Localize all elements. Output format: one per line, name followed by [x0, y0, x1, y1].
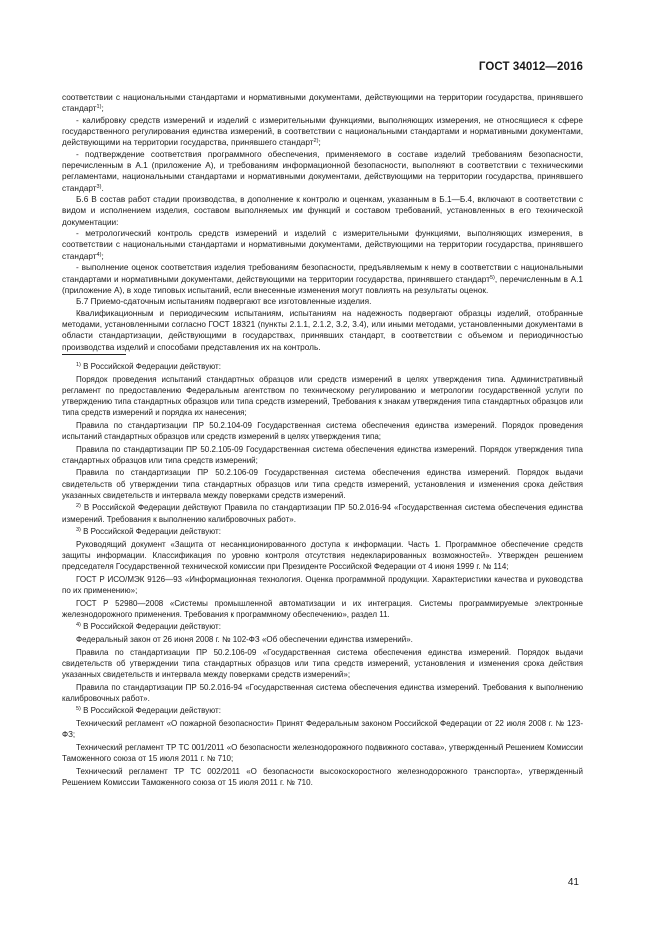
- main-text: [62, 92, 583, 353]
- footnote: $^{2)}$ В Российской Федерации действуют Правила по стандартизации ПР 50.2.016-94 «Государственная система обеспечения единства измерений. Требования к выполнению калибровочных работ».: [62, 503, 583, 524]
- footnote-ref: 3): [96, 183, 102, 190]
- footnote-ref: 1): [96, 104, 102, 111]
- footnote: Федеральный закон от 26 июня 2008 г. № 102-ФЗ «Об обеспечении единства измерений».: [76, 634, 413, 644]
- footnote: Руководящий документ «Защита от несанкционированного доступа к информации. Часть 1. Программное обеспечение средств защиты информации. Классификация по уровню контроля отсутствия недекларированных возможностей». Утвержден решением председателя Государственной технической комиссии при Президенте Российской Федерации от 4 июня 1999 г. № 114;: [62, 539, 583, 572]
- footnote: Технический регламент ТР ТС 002/2011 «О безопасности высокоскоростного железнодорожного транспорта», утвержденный Решением Комиссии Таможенного союза от 15 июля 2011 г. № 710.: [62, 766, 583, 787]
- document-code: ГОСТ 34012—2016: [478, 61, 583, 73]
- footnotes: [62, 361, 583, 789]
- paragraph: Б.7 Приемо-сдаточным испытаниям подвергают все изготовленные изделия.: [76, 297, 372, 307]
- paragraph: - подтверждение соответствия программного обеспечения, применяемого в составе изделий требованиям безопасности, перечисленным в А.1 (приложение А), и требованиям информационной безопасности, выполняют в соответствии с техническими регламентами, национальными стандартами и нормативными документами, действующими на территории государства, принявшего стандарт$^{3)}$.: [62, 149, 583, 193]
- footnote: Правила по стандартизации ПР 50.2.104-09 Государственная система обеспечения единства измерений. Порядок проведения испытаний стандартных образцов или средств измерений в целях утверждения типа;: [62, 420, 583, 441]
- paragraph: соответствии с национальными стандартами и нормативными документами, действующими на территории государства, принявшего стандарт$^{1)}$;: [62, 93, 583, 114]
- footnote: Технический регламент ТР ТС 001/2011 «О безопасности железнодорожного подвижного состава», утвержденный Решением Комиссии Таможенного союза от 15 июля 2011 г. № 710;: [62, 742, 583, 763]
- footnote-ref: 5): [489, 274, 495, 281]
- footnote-marker: 5): [76, 706, 81, 713]
- footnote-marker: 4): [76, 622, 81, 629]
- footnote: $^{5)}$ В Российской Федерации действуют:: [76, 706, 221, 716]
- footnote-separator: [62, 354, 126, 355]
- paragraph: - выполнение оценок соответствия изделия требованиям безопасности, предъявляемым к нему в соответствии с национальными стандартами и нормативными документами, действующими на территории государства, принявшего стандарт$^{5)}$, перечисленным в А.1 (приложение А), в ходе типовых испытаний, если внесенные изменения могут повлиять на результаты оценок.: [62, 263, 583, 295]
- footnote: Правила по стандартизации ПР 50.2.106-09 «Государственная система обеспечения единства измерений. Порядок выдачи свидетельств об утверждении типа стандартных образцов или типа средств измерений, установления и изменения срока действия указанных свидетельств и интервала между поверками средств измерений»;: [62, 647, 583, 679]
- footnote-marker: 1): [76, 361, 81, 368]
- footnote-ref: 2): [313, 138, 319, 145]
- footnote: $^{1)}$ В Российской Федерации действуют:: [76, 361, 221, 371]
- footnote: $^{4)}$ В Российской Федерации действуют:: [76, 622, 221, 632]
- paragraph: Б.6 В состав работ стадии производства, в дополнение к контролю и оценкам, указанным в Б.1—Б.4, включают в соответствии с видом и исполнением изделия, составом выполняемых им функций и составом требований, установленных в его технической документации:: [62, 195, 583, 227]
- footnote: Правила по стандартизации ПР 50.2.106-09 Государственная система обеспечения единства измерений. Порядок выдачи свидетельств об утверждении типа стандартных образцов или типа средств измерений, установления и изменения срока действия указанных свидетельств и интервала между поверками средств измерений.: [62, 468, 583, 500]
- footnote: Правила по стандартизации ПР 50.2.105-09 Государственная система обеспечения единства измерений. Порядок утверждения типа стандартных образцов или типа средств измерений;: [62, 444, 583, 465]
- paragraph: Квалификационным и периодическим испытаниям, испытаниям на надежность подвергают образцы изделий, отобранные методами, установленными согласно ГОСТ 18321 (пункты 2.1.1, 2.1.2, 3.2, 3.4), или иными методами, установленными документами в области стандартизации, действующими в государствах, принявших стандарт, в соответствии с объемом и периодичностью производства изделий и способами представления их на контроль.: [62, 308, 583, 352]
- page-number: 41: [567, 877, 579, 888]
- footnote-marker: 2): [76, 503, 81, 510]
- footnote: $^{3)}$ В Российской Федерации действуют:: [76, 527, 221, 537]
- footnote-marker: 3): [76, 527, 81, 533]
- footnote: Правила по стандартизации ПР 50.2.016-94 «Государственная система обеспечения единства измерений. Требования к выполнению калибровочных работ».: [62, 682, 583, 703]
- paragraph: - калибровку средств измерений и изделий с измерительными функциями, выполняющих измерения, не относящиеся к сфере государственного регулирования единства измерений, в соответствии с национальными стандартами и нормативными документами, действующими на территории государства, принявшего стандарт$^{2)}$;: [62, 115, 583, 148]
- footnote: ГОСТ Р 52980—2008 «Системы промышленной автоматизации и их интеграция. Системы программируемые электронные железнодорожного применения. Требования к программному обеспечению», раздел 11.: [62, 598, 583, 619]
- paragraph: - метрологический контроль средств измерений и изделий с измерительными функциями, выполняющих измерения, в соответствии с национальными стандартами и нормативными документами, действующими на территории государства, принявшего стандарт$^{4)}$;: [62, 229, 583, 261]
- footnote-ref: 4): [96, 251, 102, 258]
- footnote: Технический регламент «О пожарной безопасности» Принят Федеральным законом Российской Федерации от 22 июля 2008 г. № 123-ФЗ;: [62, 718, 583, 740]
- footnote: Порядок проведения испытаний стандартных образцов или средств измерений в целях утверждения типа. Административный регламент по предоставлению Федеральным агентством по техническому регулированию и метрологии государственной услуги по утверждению типа стандартных образцов или типа средств измерений, Требования к знакам утверждения типа стандартных образцов или типа средств измерений и порядка их нанесения;: [62, 374, 583, 418]
- footnote: ГОСТ Р ИСО/МЭК 9126—93 «Информационная технология. Оценка программной продукции. Характеристики качества и руководства по их применению»;: [62, 574, 583, 595]
